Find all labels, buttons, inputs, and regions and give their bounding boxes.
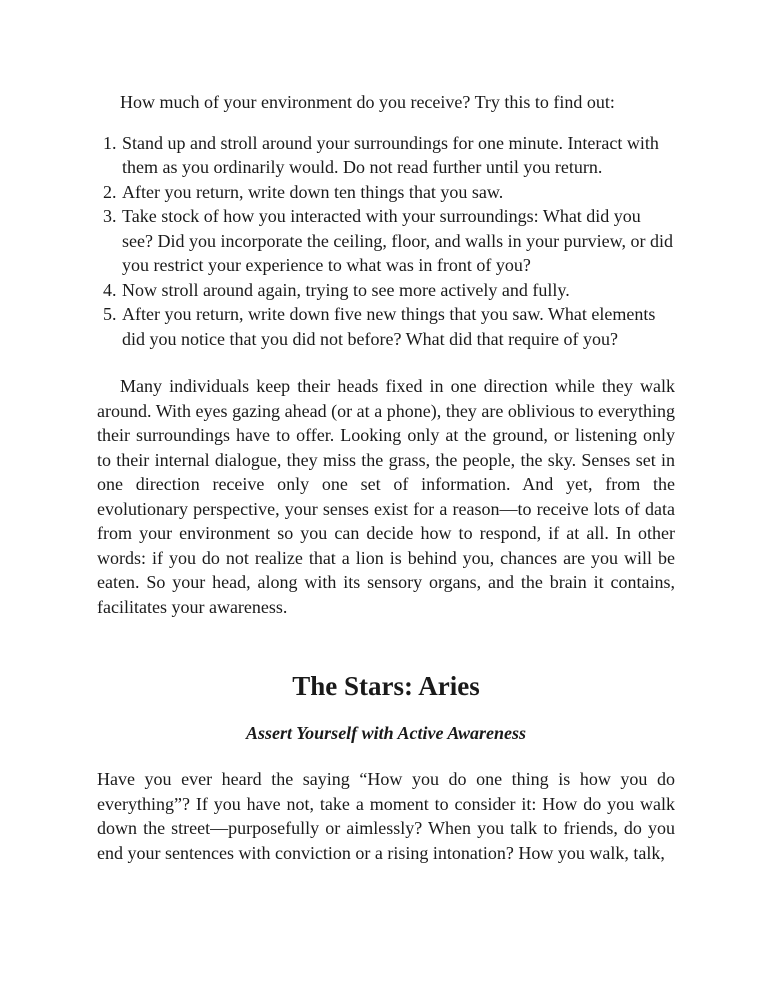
list-item-text: After you return, write down five new things that you saw. What elements did you notice that you did not before? What did that require of you? (122, 304, 656, 349)
list-item-text: Take stock of how you interacted with your surroundings: What did you see? Did you incorporate the ceiling, floor, and walls in your purview, or did you restrict your experience to what was in front of you? (122, 206, 673, 275)
list-item-number: 2. (103, 181, 117, 202)
list-item-number: 5. (103, 304, 117, 324)
list-item-text: Stand up and stroll around your surroundings for one minute. Interact with them as you ordinarily would. Do not read further until you return. (122, 132, 659, 177)
body-paragraph-senses: Many individuals keep their heads fixed in one direction while they walk around. With eyes gazing ahead (or at a phone), they are oblivious to everything their surroundings have to offer. Looking only at the ground, or listening only to their internal dialogue, they miss the grass, the people, the sky. Senses set in one direction receive only one set of information. And yet, from the evolutionary perspective, your senses exist for a reason—to receive lots of data from your environment so you can decide how to respond, if at all. In other words: if you do not realize that a lion is behind you, chances are you will be eaten. So your head, along with its sensory organs, and the brain it contains, facilitates your awareness. (97, 376, 675, 617)
document-page (97, 90, 675, 865)
list-item-number: 4. (103, 279, 117, 300)
list-item (103, 131, 675, 180)
list-item (103, 302, 675, 351)
section-title: The Stars: Aries (292, 671, 480, 701)
list-item-number: 1. (103, 132, 117, 153)
list-item (103, 278, 675, 303)
section-subtitle: Assert Yourself with Active Awareness (245, 723, 527, 743)
list-item-text: Now stroll around again, trying to see more actively and fully. (122, 279, 570, 300)
list-item-text: After you return, write down ten things that you saw. (122, 181, 504, 202)
exercise-steps-list (97, 131, 675, 352)
list-item (103, 180, 675, 205)
list-item (103, 204, 675, 278)
list-item-number: 3. (103, 206, 117, 226)
body-paragraph-aries: Have you ever heard the saying “How you do one thing is how you do everything”? If you have not, take a moment to consider it: How do you walk down the street—purposefully or aimlessly? When you talk to friends, do you end your sentences with conviction or a rising intonation? How you walk, talk, (97, 769, 675, 863)
intro-paragraph: How much of your environment do you receive? Try this to find out: (120, 92, 615, 112)
